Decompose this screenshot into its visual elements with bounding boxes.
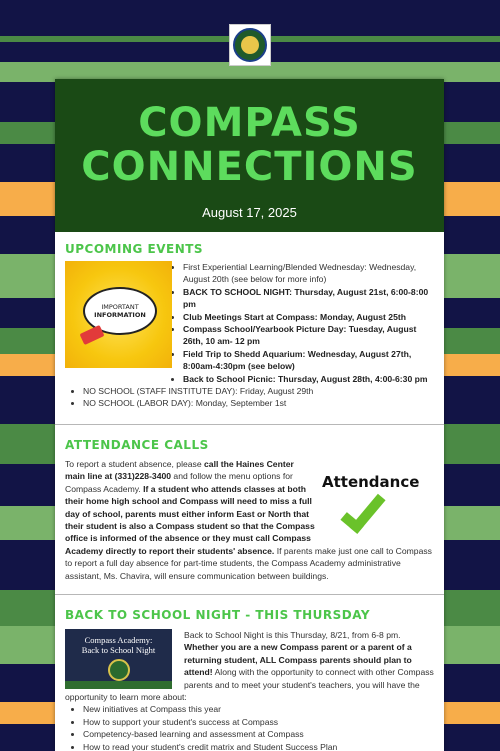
back-to-school-title: BACK TO SCHOOL NIGHT - THIS THURSDAY — [65, 607, 371, 622]
newsletter-card — [55, 79, 444, 751]
list-item: • NO SCHOOL (STAFF INSTITUTE DAY): Friday, August 29th — [83, 385, 434, 397]
list-item: • Competency-based learning and assessment at Compass — [83, 728, 434, 740]
checkmark-icon — [340, 486, 385, 534]
back-to-school-image: Compass Academy: Back to School Night — [65, 629, 172, 689]
compass-logo-icon — [233, 28, 267, 62]
upcoming-events-section — [55, 232, 444, 425]
list-item: • NO SCHOOL (LABOR DAY): Monday, September 1st — [83, 397, 434, 409]
attendance-checkmark-image: Attendance — [322, 468, 434, 543]
list-item: • First Experiential Learning/Blended Wednesday: Wednesday, August 20th (see below for more info) — [183, 261, 434, 286]
list-item: • Field Trip to Shedd Aquarium: Wednesday, August 27th, 8:00am-4:30pm (see below) — [183, 348, 434, 373]
back-to-school-section — [55, 595, 444, 751]
megaphone-icon — [79, 325, 104, 345]
list-item: • BACK TO SCHOOL NIGHT: Thursday, August 21st, 6:00-8:00 pm — [183, 286, 434, 311]
attendance-section — [55, 425, 444, 595]
list-item: • Back to School Picnic: Thursday, August 28th, 4:00-6:30 pm — [183, 373, 434, 385]
list-item: • New initiatives at Compass this year — [83, 703, 434, 715]
attendance-title: ATTENDANCE CALLS — [65, 437, 209, 452]
events-list-no-school — [65, 385, 434, 410]
back-to-school-text: Compass Academy: Back to School Night Back to School Night is this Thursday, 8/21, from 6-8 pm. Whether you are a new Compass parent or a parent of a returning student, ALL Compass parents should plan to attend! Along with the opportunity to connect with other Compass parents and to meet your student's teachers, you will have the opportunity to learn more about: • New initiatives at Compass this year • How to support your student's success at Compass • Competency-based learning and assessment at Compass • How to read your student's credit matrix and Student Success Plan — [65, 629, 434, 751]
speech-bubble-icon: IMPORTANT INFORMATION — [83, 287, 157, 335]
newsletter-date: August 17, 2025 — [202, 205, 297, 220]
compass-logo-icon — [108, 659, 130, 681]
hero-banner — [55, 79, 444, 232]
bts-topics-list — [65, 703, 434, 751]
important-information-image — [65, 261, 172, 368]
list-item: • Compass School/Yearbook Picture Day: Tuesday, August 26th, 10 am- 12 pm — [183, 323, 434, 348]
attendance-text: Attendance To report a student absence, please call the Haines Center main line at (331)228-3400 and follow the menu options for Compass Academy. If a student who attends classes at both their home high school and Compass will need to miss a full day of school, parents must either inform East or North that their student is also a Compass student so that the Compass office is informed of the absence or they must call Compass Academy directly to report their students' absence. If parents make just one call to Compass to report a full day absence for part-time students, the Compass Academy administrative assistant, Ms. Chavira, will ensure communication between buildings. — [65, 458, 434, 582]
list-item: • Club Meetings Start at Compass: Monday, August 25th — [183, 311, 434, 323]
upcoming-events-title: UPCOMING EVENTS — [65, 242, 204, 256]
newsletter-title: COMPASS CONNECTIONS — [81, 100, 418, 190]
list-item: • How to read your student's credit matrix and Student Success Plan — [83, 741, 434, 751]
list-item: • How to support your student's success at Compass — [83, 716, 434, 728]
school-logo — [229, 24, 271, 66]
